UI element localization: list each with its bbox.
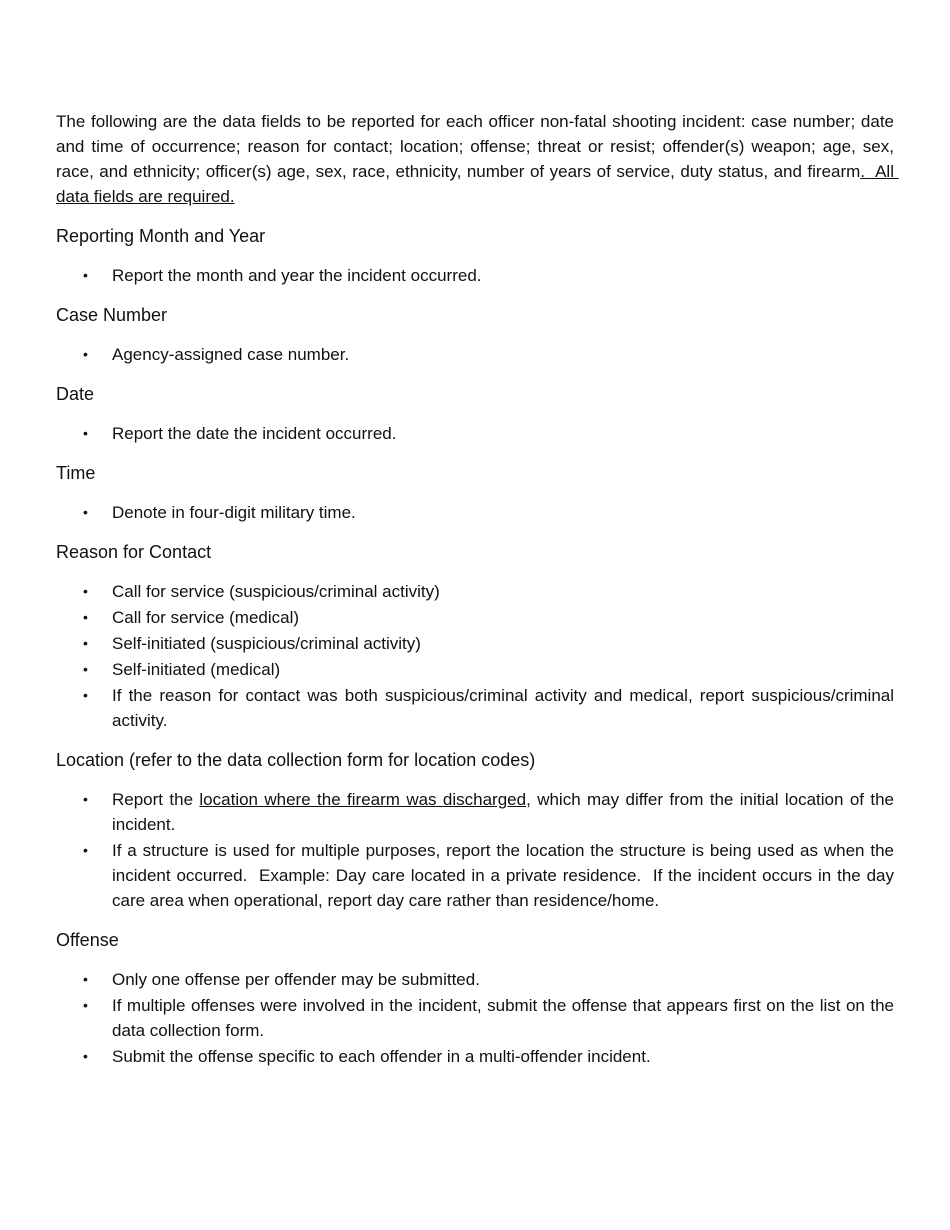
bullet: • bbox=[83, 267, 88, 283]
list-item bbox=[56, 263, 894, 288]
heading-case-number: Case Number bbox=[56, 305, 168, 325]
heading-time: Time bbox=[56, 463, 96, 483]
list-item bbox=[56, 683, 894, 733]
item-text: If a structure is used for multiple purposes, report the location the structure is being used as when the incident occurred. Example: Day care located in a private residence. If the incident occurs in the day care area when operational, report day care rather than residence/home. bbox=[112, 841, 899, 910]
bullet: • bbox=[83, 346, 88, 362]
list-item bbox=[56, 787, 894, 837]
item-text: If multiple offenses were involved in the incident, submit the offense that appears first on the list on the data collection form. bbox=[112, 996, 894, 1040]
list-date bbox=[56, 421, 894, 446]
bullet: • bbox=[83, 635, 88, 651]
item-text-prefix: Report the bbox=[112, 790, 200, 809]
list-item bbox=[56, 342, 894, 367]
item-text: If the reason for contact was both suspicious/criminal activity and medical, report suspicious/criminal activity. bbox=[112, 686, 894, 730]
item-text-suffix: , which may differ from the initial location of the incident. bbox=[112, 790, 895, 834]
list-item bbox=[56, 993, 894, 1043]
bullet: • bbox=[83, 425, 88, 441]
item-text: Call for service (medical) bbox=[112, 608, 300, 627]
list-time bbox=[56, 500, 894, 525]
bullet: • bbox=[83, 842, 88, 858]
list-item bbox=[56, 1044, 894, 1069]
list-offense bbox=[56, 967, 894, 1069]
bullet: • bbox=[83, 687, 88, 703]
item-text: Call for service (suspicious/criminal activity) bbox=[112, 582, 440, 601]
list-item bbox=[56, 579, 894, 604]
heading-reason-for-contact: Reason for Contact bbox=[56, 542, 212, 562]
underlined-location-phrase: location where the firearm was discharged bbox=[199, 790, 527, 809]
list-item bbox=[56, 605, 894, 630]
item-text: Report the date the incident occurred. bbox=[112, 424, 397, 443]
list-case-number bbox=[56, 342, 894, 367]
list-item bbox=[56, 657, 894, 682]
document-page bbox=[56, 109, 899, 1083]
bullet: • bbox=[83, 997, 88, 1013]
list-item bbox=[56, 967, 894, 992]
item-text: Submit the offense specific to each offender in a multi-offender incident. bbox=[112, 1047, 651, 1066]
intro-paragraph bbox=[56, 109, 899, 209]
list-reason bbox=[56, 579, 894, 733]
list-location bbox=[56, 787, 899, 913]
bullet: • bbox=[83, 609, 88, 625]
bullet: • bbox=[83, 583, 88, 599]
heading-offense: Offense bbox=[56, 930, 119, 950]
list-item bbox=[56, 838, 899, 913]
heading-location: Location (refer to the data collection form for location codes) bbox=[56, 750, 536, 770]
list-item bbox=[56, 631, 894, 656]
intro-punct: . bbox=[860, 162, 866, 181]
item-text: Denote in four-digit military time. bbox=[112, 503, 356, 522]
required-note: All data fields are required. bbox=[56, 162, 899, 206]
item-text: Self-initiated (suspicious/criminal activity) bbox=[112, 634, 421, 653]
item-text: Only one offense per offender may be submitted. bbox=[112, 970, 480, 989]
bullet: • bbox=[83, 1048, 88, 1064]
heading-date: Date bbox=[56, 384, 95, 404]
list-item bbox=[56, 421, 894, 446]
bullet: • bbox=[83, 971, 88, 987]
intro-text: The following are the data fields to be reported for each officer non-fatal shooting incident: case number; date and time of occurrence; reason for contact; location; offense; threat or resist; offender(s) weapon; age, sex, race, and ethnicity; officer(s) age, sex, race, ethnicity, number of years of service, duty status, and firearm bbox=[56, 112, 894, 181]
item-text: Agency-assigned case number. bbox=[112, 345, 350, 364]
list-reporting bbox=[56, 263, 894, 288]
item-text: Report the month and year the incident occurred. bbox=[112, 266, 482, 285]
bullet: • bbox=[83, 504, 88, 520]
bullet: • bbox=[83, 791, 88, 807]
bullet: • bbox=[83, 661, 88, 677]
item-text: Self-initiated (medical) bbox=[112, 660, 281, 679]
list-item bbox=[56, 500, 894, 525]
heading-reporting-month-year: Reporting Month and Year bbox=[56, 226, 266, 246]
